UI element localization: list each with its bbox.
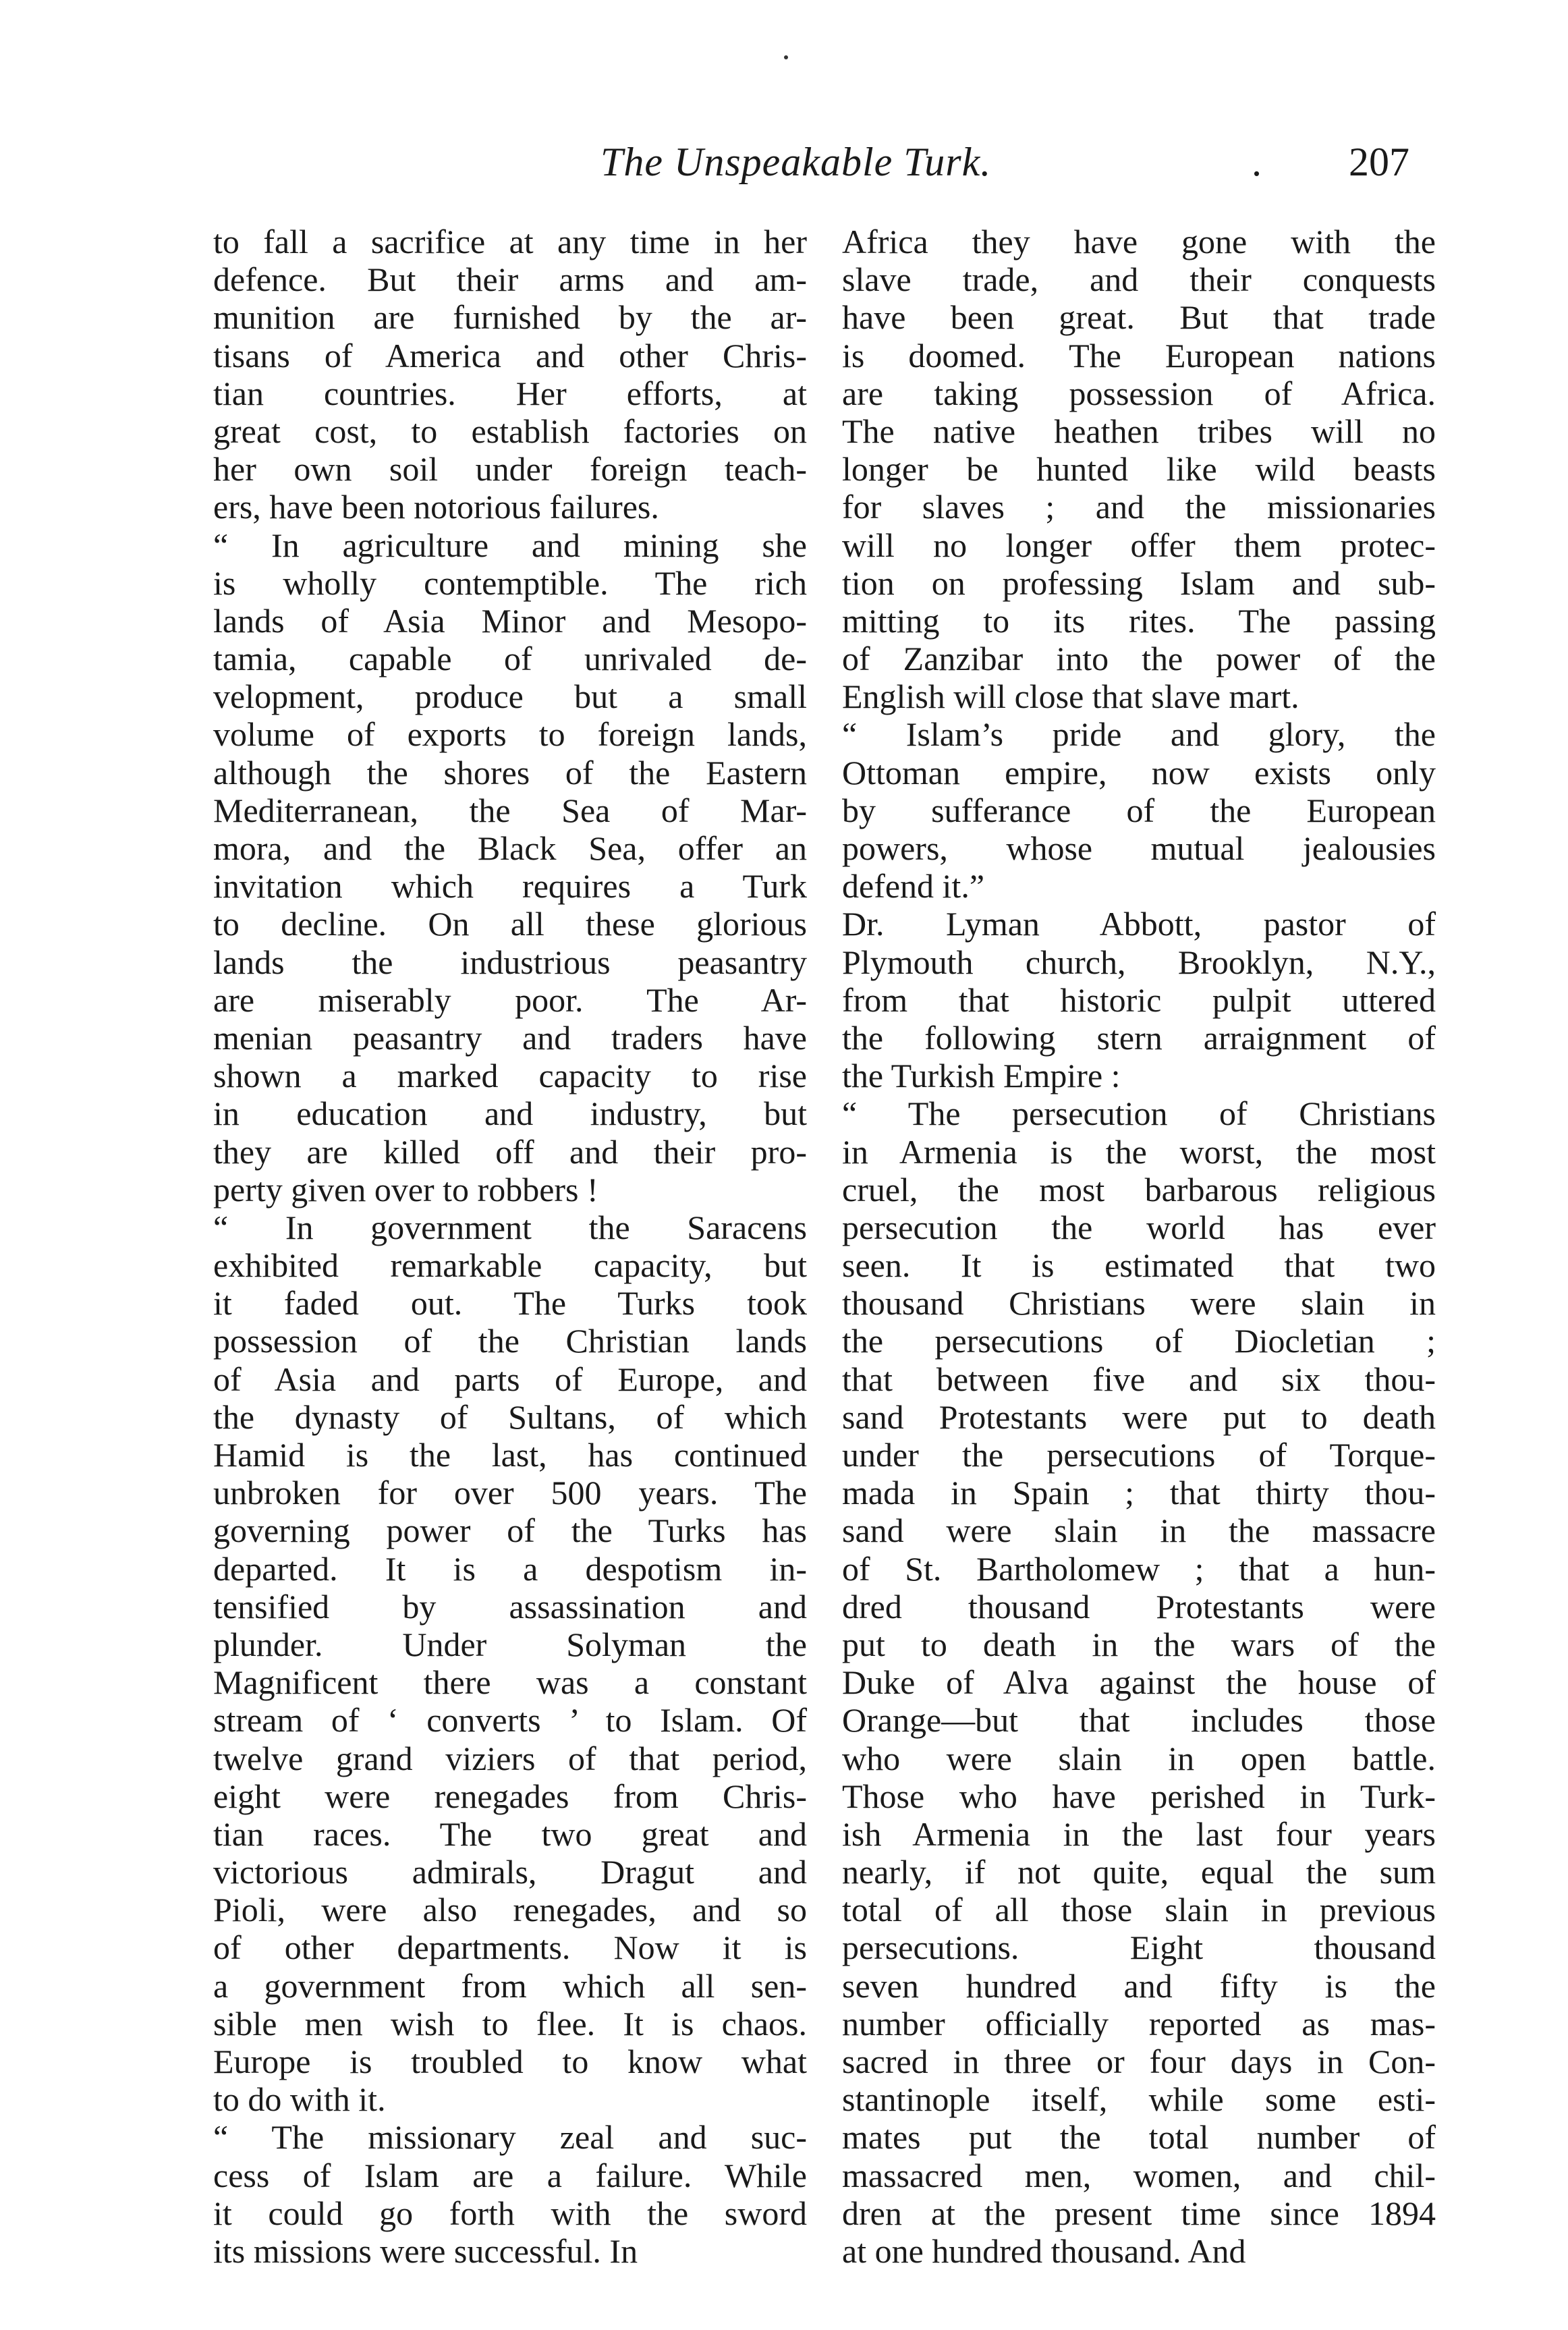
- text-line: persecution the world has ever: [842, 1208, 1436, 1246]
- text-line: mates put the total number of: [842, 2118, 1436, 2157]
- text-line: victorious admirals, Dragut and: [213, 1853, 807, 1891]
- text-line: of Zanzibar into the power of the: [842, 640, 1436, 678]
- text-line: dren at the present time since 1894: [842, 2194, 1436, 2232]
- text-line: that between five and six thou-: [842, 1360, 1436, 1398]
- text-line: it faded out. The Turks took: [213, 1284, 807, 1323]
- text-line: Hamid is the last, has continued: [213, 1436, 807, 1474]
- text-line: shown a marked capacity to rise: [213, 1057, 807, 1095]
- text-line: munition are furnished by the ar-: [213, 298, 807, 337]
- text-line: sacred in three or four days in Con-: [842, 2043, 1436, 2080]
- text-line: Europe is troubled to know what: [213, 2043, 807, 2080]
- running-head: [0, 135, 1568, 189]
- text-line: Pioli, were also renegades, and so: [213, 1891, 807, 1929]
- text-line: great cost, to establish factories on: [213, 412, 807, 450]
- text-line: her own soil under foreign teach-: [213, 450, 807, 489]
- text-line: have been great. But that trade: [842, 298, 1436, 337]
- text-line: Those who have perished in Turk-: [842, 1777, 1436, 1815]
- text-line: “ In agriculture and mining she: [213, 526, 807, 564]
- text-line: menian peasantry and traders have: [213, 1018, 807, 1057]
- text-line: sible men wish to flee. It is chaos.: [213, 2004, 807, 2043]
- text-line: sand were slain in the massacre: [842, 1511, 1436, 1550]
- text-line: of St. Bartholomew ; that a hun-: [842, 1549, 1436, 1588]
- page-number: 207: [1349, 140, 1409, 184]
- print-speck: [784, 55, 788, 59]
- text-line: Orange—but that includes those: [842, 1701, 1436, 1740]
- text-line: is wholly contemptible. The rich: [213, 563, 807, 602]
- text-line: stantinople itself, while some esti-: [842, 2080, 1436, 2119]
- text-line: governing power of the Turks has: [213, 1511, 807, 1550]
- text-line: are taking possession of Africa.: [842, 374, 1436, 412]
- text-line: persecutions. Eight thousand: [842, 1929, 1436, 1967]
- text-line: possession of the Christian lands: [213, 1322, 807, 1360]
- text-line: ish Armenia in the last four years: [842, 1814, 1436, 1853]
- running-title: The Unspeakable Turk.: [600, 140, 992, 184]
- text-line: under the persecutions of Torque-: [842, 1436, 1436, 1474]
- text-line: a government from which all sen-: [213, 1966, 807, 2005]
- text-line: mora, and the Black Sea, offer an: [213, 829, 807, 867]
- text-line: although the shores of the Eastern: [213, 753, 807, 792]
- text-line: stream of ‘ converts ’ to Islam. Of: [213, 1701, 807, 1740]
- text-line: cess of Islam are a failure. While: [213, 2156, 807, 2194]
- text-line: longer be hunted like wild beasts: [842, 450, 1436, 489]
- left-column: [213, 223, 807, 2270]
- text-line: from that historic pulpit uttered: [842, 980, 1436, 1019]
- text-line: in education and industry, but: [213, 1094, 807, 1133]
- text-line: Mediterranean, the Sea of Mar-: [213, 791, 807, 829]
- text-line: it could go forth with the sword: [213, 2194, 807, 2232]
- text-line: seven hundred and fifty is the: [842, 1966, 1436, 2005]
- text-line: is doomed. The European nations: [842, 336, 1436, 375]
- text-line: eight were renegades from Chris-: [213, 1777, 807, 1815]
- text-line: at one hundred thousand. And: [842, 2231, 1246, 2270]
- text-line: tian races. The two great and: [213, 1814, 807, 1853]
- text-line: of other departments. Now it is: [213, 1929, 807, 1967]
- text-line: of Asia and parts of Europe, and: [213, 1360, 807, 1398]
- text-line: defend it.”: [842, 867, 985, 906]
- text-line: invitation which requires a Turk: [213, 867, 807, 906]
- text-line: Magnificent there was a constant: [213, 1663, 807, 1702]
- text-line: they are killed off and their pro-: [213, 1132, 807, 1171]
- text-line: seen. It is estimated that two: [842, 1246, 1436, 1285]
- text-line: “ The persecution of Christians: [842, 1094, 1436, 1133]
- text-line: tamia, capable of unrivaled de-: [213, 640, 807, 678]
- text-line: ers, have been notorious failures.: [213, 488, 659, 526]
- text-line: to fall a sacrifice at any time in her: [213, 223, 807, 260]
- text-line: nearly, if not quite, equal the sum: [842, 1853, 1436, 1891]
- text-line: lands the industrious peasantry: [213, 943, 807, 981]
- text-line: to decline. On all these glorious: [213, 905, 807, 943]
- text-line: in Armenia is the worst, the most: [842, 1132, 1436, 1171]
- text-line: the persecutions of Diocletian ;: [842, 1322, 1436, 1360]
- text-line: unbroken for over 500 years. The: [213, 1474, 807, 1512]
- text-line: to do with it.: [213, 2080, 386, 2119]
- text-line: cruel, the most barbarous religious: [842, 1170, 1436, 1209]
- text-line: departed. It is a despotism in-: [213, 1549, 807, 1588]
- text-line: tion on professing Islam and sub-: [842, 563, 1436, 602]
- text-line: “ The missionary zeal and suc-: [213, 2118, 807, 2157]
- text-line: the dynasty of Sultans, of which: [213, 1397, 807, 1436]
- text-line: its missions were successful. In: [213, 2231, 638, 2270]
- text-line: Plymouth church, Brooklyn, N.Y.,: [842, 943, 1436, 981]
- text-line: total of all those slain in previous: [842, 1891, 1436, 1929]
- text-line: for slaves ; and the missionaries: [842, 488, 1436, 526]
- text-line: defence. But their arms and am-: [213, 260, 807, 299]
- text-line: plunder. Under Solyman the: [213, 1625, 807, 1663]
- running-separator: .: [1252, 140, 1262, 184]
- text-line: mitting to its rites. The passing: [842, 601, 1436, 640]
- text-line: perty given over to robbers !: [213, 1170, 598, 1209]
- text-line: mada in Spain ; that thirty thou-: [842, 1474, 1436, 1512]
- text-line: Dr. Lyman Abbott, pastor of: [842, 905, 1436, 943]
- text-line: powers, whose mutual jealousies: [842, 829, 1436, 867]
- text-line: are miserably poor. The Ar-: [213, 980, 807, 1019]
- text-line: number officially reported as mas-: [842, 2004, 1436, 2043]
- text-line: English will close that slave mart.: [842, 677, 1299, 716]
- text-line: the following stern arraignment of: [842, 1018, 1436, 1057]
- text-line: Africa they have gone with the: [842, 223, 1436, 260]
- text-line: sand Protestants were put to death: [842, 1397, 1436, 1436]
- text-line: Duke of Alva against the house of: [842, 1663, 1436, 1702]
- text-line: tisans of America and other Chris-: [213, 336, 807, 375]
- text-line: tensified by assassination and: [213, 1587, 807, 1626]
- text-line: put to death in the wars of the: [842, 1625, 1436, 1663]
- text-line: massacred men, women, and chil-: [842, 2156, 1436, 2194]
- text-line: slave trade, and their conquests: [842, 260, 1436, 299]
- text-line: volume of exports to foreign lands,: [213, 715, 807, 754]
- text-line: tian countries. Her efforts, at: [213, 374, 807, 412]
- text-line: lands of Asia Minor and Mesopo-: [213, 601, 807, 640]
- text-line: exhibited remarkable capacity, but: [213, 1246, 807, 1285]
- text-line: by sufferance of the European: [842, 791, 1436, 829]
- text-line: The native heathen tribes will no: [842, 412, 1436, 450]
- right-column: [842, 223, 1436, 2270]
- text-line: twelve grand viziers of that period,: [213, 1739, 807, 1777]
- text-line: the Turkish Empire :: [842, 1057, 1121, 1095]
- text-line: velopment, produce but a small: [213, 677, 807, 716]
- text-line: thousand Christians were slain in: [842, 1284, 1436, 1323]
- text-line: dred thousand Protestants were: [842, 1587, 1436, 1626]
- text-line: will no longer offer them protec-: [842, 526, 1436, 564]
- text-line: “ In government the Saracens: [213, 1208, 807, 1246]
- text-line: “ Islam’s pride and glory, the: [842, 715, 1436, 754]
- text-line: Ottoman empire, now exists only: [842, 753, 1436, 792]
- text-line: who were slain in open battle.: [842, 1739, 1436, 1777]
